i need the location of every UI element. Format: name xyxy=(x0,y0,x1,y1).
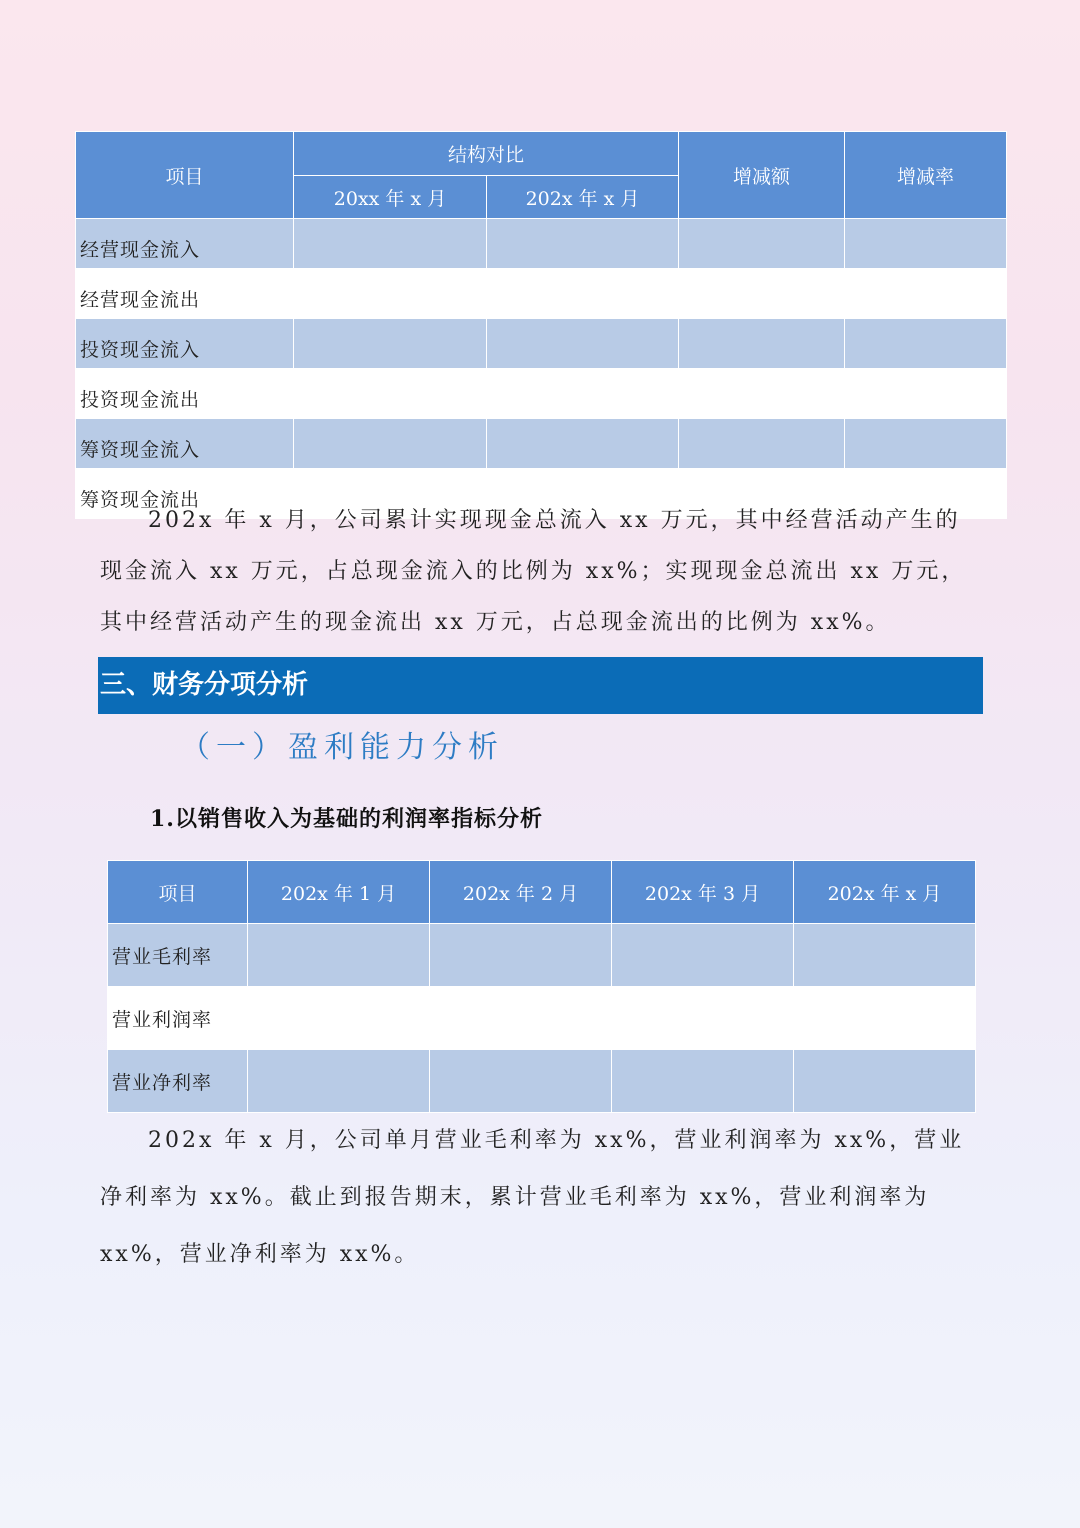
table-cell xyxy=(612,987,794,1050)
row-label: 投资现金流出 xyxy=(76,369,294,419)
table-cell xyxy=(294,319,487,369)
subsubsection-title: 1.以销售收入为基础的利润率指标分析 xyxy=(150,806,543,832)
table-cell xyxy=(612,924,794,987)
table-cell xyxy=(794,987,976,1050)
header-change-amount: 增减额 xyxy=(679,132,845,219)
table-cell xyxy=(679,419,845,469)
table-cell xyxy=(430,987,612,1050)
row-label: 经营现金流出 xyxy=(76,269,294,319)
table-cell xyxy=(845,319,1007,369)
table-cell xyxy=(487,269,679,319)
table-cell xyxy=(794,924,976,987)
table-cell xyxy=(294,219,487,269)
header-month-x: 202x 年 x 月 xyxy=(794,861,976,924)
table-cell xyxy=(487,369,679,419)
table-cell xyxy=(845,219,1007,269)
table-cell xyxy=(248,987,430,1050)
table-cell xyxy=(679,269,845,319)
table-cell xyxy=(430,924,612,987)
header-item: 项目 xyxy=(76,132,294,219)
row-label: 营业利润率 xyxy=(108,987,248,1050)
table-cell xyxy=(430,1050,612,1113)
cash-flow-paragraph xyxy=(100,495,984,648)
table-cell xyxy=(845,369,1007,419)
header-period-1: 20xx 年 x 月 xyxy=(294,176,487,219)
table-cell xyxy=(794,1050,976,1113)
row-label: 经营现金流入 xyxy=(76,219,294,269)
table-cell xyxy=(294,269,487,319)
profit-paragraph-text: 202x 年 x 月，公司单月营业毛利率为 xx%，营业利润率为 xx%，营业净利率为 xx%。截止到报告期末，累计营业毛利率为 xx%，营业利润率为 xx%，营业净利率为 xx%。 xyxy=(100,1128,965,1267)
table-row xyxy=(76,219,1007,269)
table-cell xyxy=(679,369,845,419)
row-label: 筹资现金流入 xyxy=(76,419,294,469)
header-month-3: 202x 年 3 月 xyxy=(612,861,794,924)
table-cell xyxy=(248,924,430,987)
table-cell xyxy=(487,319,679,369)
table-cell xyxy=(487,219,679,269)
profit-paragraph xyxy=(100,1112,984,1283)
row-label: 投资现金流入 xyxy=(76,319,294,369)
section-title: 三、财务分项分析 xyxy=(98,657,983,714)
cash-flow-paragraph-text: 202x 年 x 月，公司累计实现现金总流入 xx 万元，其中经营活动产生的现金流入 xx 万元，占总现金流入的比例为 xx%；实现现金总流出 xx 万元，其中经营活动产生的现金流出 xx 万元，占总现金流出的比例为 xx%。 xyxy=(100,508,967,635)
header-period-2: 202x 年 x 月 xyxy=(487,176,679,219)
header-change-rate: 增减率 xyxy=(845,132,1007,219)
table-cell xyxy=(612,1050,794,1113)
table-cell xyxy=(294,419,487,469)
header-item: 项目 xyxy=(108,861,248,924)
row-label: 筹资现金流出 xyxy=(76,469,294,519)
row-label: 营业毛利率 xyxy=(108,924,248,987)
row-label: 营业净利率 xyxy=(108,1050,248,1113)
header-month-2: 202x 年 2 月 xyxy=(430,861,612,924)
cash-flow-table xyxy=(75,131,1007,519)
table-row xyxy=(76,419,1007,469)
table-row xyxy=(108,1050,976,1113)
table-cell xyxy=(294,369,487,419)
table-row xyxy=(76,269,1007,319)
table-cell xyxy=(845,269,1007,319)
table-cell xyxy=(487,419,679,469)
table-row xyxy=(76,369,1007,419)
table-row xyxy=(108,924,976,987)
table-cell xyxy=(845,419,1007,469)
profit-ratio-table xyxy=(107,860,976,1113)
table-row xyxy=(108,987,976,1050)
header-structure-compare: 结构对比 xyxy=(294,132,679,176)
table-cell xyxy=(679,219,845,269)
table-cell xyxy=(248,1050,430,1113)
header-month-1: 202x 年 1 月 xyxy=(248,861,430,924)
subsection-title: （一）盈利能力分析 xyxy=(180,730,504,765)
table-row xyxy=(76,319,1007,369)
table-cell xyxy=(679,319,845,369)
